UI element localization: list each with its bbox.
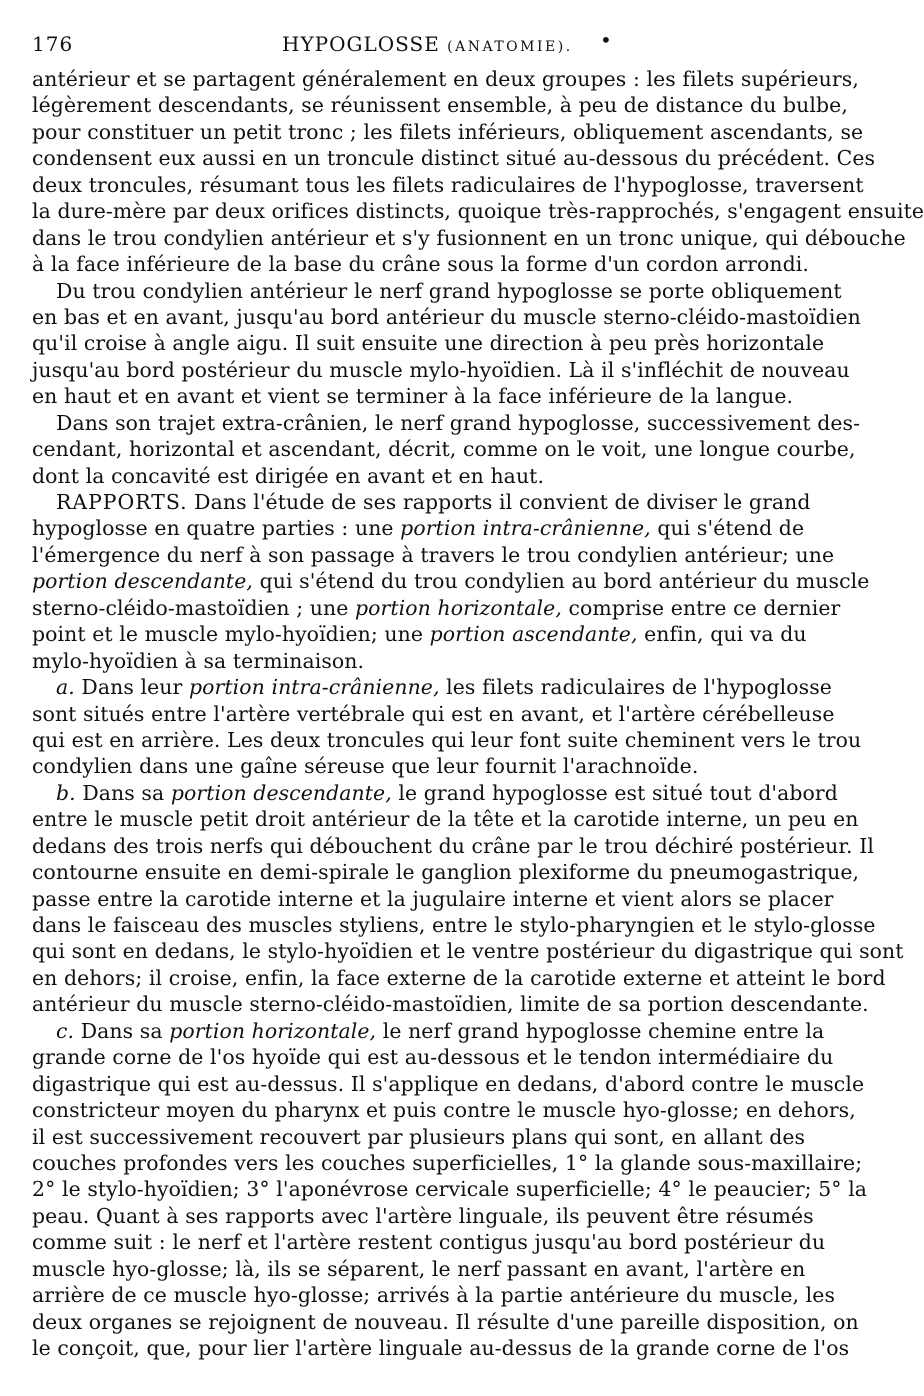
text-line	[32, 304, 861, 330]
text-segment: les filets radiculaires de l'hypoglosse	[439, 675, 832, 700]
page-number: 176	[32, 32, 74, 56]
text-segment: dans le faisceau des muscles styliens, entre le stylo-pharyngien et le stylo-glosse	[32, 913, 876, 937]
text-line	[32, 621, 807, 647]
text-line	[32, 251, 809, 277]
text-line	[32, 938, 904, 964]
text-segment: jusqu'au bord postérieur du muscle mylo-hyoïdien. Là il s'infléchit de nouveau	[32, 357, 850, 382]
text-line	[32, 991, 869, 1017]
text-line	[32, 172, 864, 198]
text-line	[32, 383, 794, 409]
text-segment: deux troncules, résumant tous les filets radiculaires de l'hypoglosse, traversent	[32, 172, 864, 197]
text-segment: comprise entre ce dernier	[561, 595, 841, 620]
emphasis-text: portion horizontale,	[169, 1018, 377, 1043]
text-segment: grande corne de l'os hyoïde qui est au-dessous et le tendon intermédiaire du	[32, 1045, 834, 1070]
text-segment: sterno-cléido-mastoïdien ; une	[32, 595, 355, 620]
text-line	[32, 278, 842, 304]
header-mark: •	[600, 28, 613, 52]
text-segment: entre le muscle petit droit antérieur de la tête et la carotide interne, un peu en	[32, 807, 859, 832]
emphasis-text: a.	[56, 675, 75, 700]
emphasis-text: portion intra-crânienne,	[188, 675, 440, 700]
text-segment: Dans son trajet extra-crânien, le nerf grand hypoglosse, successivement des-	[56, 410, 861, 435]
text-line	[32, 674, 832, 700]
emphasis-text: portion descendante,	[32, 569, 253, 594]
text-segment: comme suit : le nerf et l'artère restent contigus jusqu'au bord postérieur du	[32, 1230, 826, 1255]
text-line	[32, 1044, 834, 1070]
text-segment: contourne ensuite en demi-spirale le ganglion plexiforme du pneumogastrique,	[32, 860, 860, 885]
text-line	[32, 66, 859, 92]
text-line	[32, 806, 859, 832]
text-segment: 2° le stylo-hyoïdien; 3° l'aponévrose cervicale superficielle; 4° le peaucier; 5° la	[32, 1177, 868, 1202]
text-segment: antérieur et se partagent généralement en deux groupes : les filets supérieurs,	[32, 67, 859, 91]
text-segment: Dans l'étude de ses rapports il convient de diviser le grand	[187, 490, 811, 514]
text-segment: qu'il croise à angle aigu. Il suit ensuite une direction à peu près horizontale	[32, 331, 825, 356]
text-line	[32, 1256, 806, 1282]
text-line	[32, 780, 838, 806]
emphasis-text: b.	[56, 780, 76, 805]
text-line	[32, 568, 870, 594]
text-line	[32, 1203, 814, 1229]
text-line	[32, 119, 864, 145]
text-segment: cendant, horizontal et ascendant, décrit, comme on le voit, une longue courbe,	[32, 437, 856, 462]
text-segment: deux organes se rejoignent de nouveau. Il résulte d'une pareille disposition, on	[32, 1309, 859, 1334]
text-line	[32, 515, 805, 541]
emphasis-text: portion ascendante,	[429, 622, 638, 647]
text-line	[32, 727, 862, 753]
text-line	[32, 1229, 826, 1255]
text-line	[32, 357, 850, 383]
text-segment: la dure-mère par deux orifices distincts, quoique très-rapprochés, s'engagent ensuite	[32, 199, 924, 224]
text-segment: passe entre la carotide interne et la jugulaire interne et vient alors se placer	[32, 886, 834, 911]
emphasis-text: c.	[56, 1018, 75, 1043]
text-segment: pour constituer un petit tronc ; les filets inférieurs, obliquement ascendants, se	[32, 119, 864, 144]
text-segment: constricteur moyen du pharynx et puis contre le muscle hyo-glosse; en dehors,	[32, 1098, 856, 1123]
text-line	[32, 886, 834, 912]
text-segment: en dehors; il croise, enfin, la face externe de la carotide externe et atteint le bord	[32, 965, 886, 990]
text-line	[32, 145, 876, 171]
text-line	[32, 965, 886, 991]
text-segment: point et le muscle mylo-hyoïdien; une	[32, 622, 430, 647]
text-line	[32, 833, 874, 859]
text-segment: Dans sa	[75, 780, 171, 805]
text-segment: qui s'étend de	[650, 516, 805, 541]
text-segment: Dans leur	[74, 675, 189, 700]
text-segment: qui s'étend du trou condylien au bord antérieur du muscle	[252, 569, 870, 594]
emphasis-text: portion descendante,	[170, 780, 392, 805]
text-segment: digastrique qui est au-dessus. Il s'applique en dedans, d'abord contre le muscle	[32, 1071, 865, 1096]
text-segment: condylien dans une gaîne séreuse que leur fournit l'arachnoïde.	[32, 754, 699, 779]
text-segment: le nerf grand hypoglosse chemine entre la	[376, 1018, 825, 1043]
running-title-sub: (ANATOMIE).	[447, 39, 573, 55]
text-line	[32, 330, 825, 356]
text-line	[32, 198, 924, 224]
text-line	[32, 648, 766, 674]
text-segment: l'émergence du nerf à son passage à travers le trou condylien antérieur; une	[32, 542, 835, 567]
text-line	[32, 1309, 859, 1335]
text-line	[32, 1282, 836, 1308]
text-segment: dont la concavité est dirigée en avant et en haut.	[32, 463, 545, 488]
running-title	[282, 32, 573, 56]
text-line	[32, 92, 848, 118]
text-line	[32, 753, 766, 779]
text-segment: qui est en arrière. Les deux troncules qui leur font suite cheminent vers le trou	[32, 727, 862, 752]
running-header	[32, 26, 772, 60]
text-segment: le conçoit, que, pour lier l'artère linguale au-dessus de la grande corne de l'os	[32, 1336, 850, 1360]
text-segment: enfin, qui va du	[637, 622, 807, 647]
text-line	[32, 489, 811, 515]
text-segment: légèrement descendants, se réunissent ensemble, à peu de distance du bulbe,	[32, 93, 848, 118]
text-segment: hypoglosse en quatre parties : une	[32, 516, 401, 541]
text-segment: qui sont en dedans, le stylo-hyoïdien et le ventre postérieur du digastrique qui sont	[32, 939, 904, 964]
text-line	[32, 225, 906, 251]
text-line	[32, 912, 876, 938]
text-line	[32, 1124, 806, 1150]
running-title-main: HYPOGLOSSE	[282, 32, 440, 56]
text-line	[32, 1097, 856, 1123]
section-label: RAPPORTS.	[56, 490, 188, 514]
text-line	[32, 1071, 865, 1097]
text-segment: arrière de ce muscle hyo-glosse; arrivés à la partie antérieure du muscle, les	[32, 1283, 836, 1308]
text-line	[32, 701, 835, 727]
text-line	[32, 1018, 825, 1044]
text-line	[32, 436, 856, 462]
text-segment: dedans des trois nerfs qui débouchent du crâne par le trou déchiré postérieur. Il	[32, 833, 874, 858]
text-line	[32, 542, 835, 568]
emphasis-text: portion horizontale,	[355, 595, 562, 620]
text-line	[32, 1335, 850, 1361]
text-segment: condensent eux aussi en un troncule distinct situé au-dessous du précédent. Ces	[32, 146, 876, 171]
text-segment: antérieur du muscle sterno-cléido-mastoïdien, limite de sa portion descendante.	[32, 992, 869, 1017]
text-segment: couches profondes vers les couches superficielles, 1° la glande sous-maxillaire;	[32, 1150, 863, 1175]
body-text	[32, 66, 924, 1361]
text-segment: sont situés entre l'artère vertébrale qui est en avant, et l'artère cérébelleuse	[32, 701, 835, 726]
text-segment: en bas et en avant, jusqu'au bord antérieur du muscle sterno-cléido-mastoïdien	[32, 304, 861, 329]
text-segment: dans le trou condylien antérieur et s'y fusionnent en un tronc unique, qui débouche	[32, 225, 906, 250]
text-line	[32, 595, 841, 621]
text-segment: le grand hypoglosse est situé tout d'abord	[391, 780, 838, 805]
text-line	[32, 410, 861, 436]
text-line	[32, 463, 766, 489]
text-segment: Dans sa	[74, 1018, 170, 1043]
text-segment: il est successivement recouvert par plusieurs plans qui sont, en allant des	[32, 1124, 806, 1149]
text-segment: Du trou condylien antérieur le nerf grand hypoglosse se porte obliquement	[56, 278, 842, 303]
text-line	[32, 1176, 868, 1202]
emphasis-text: portion intra-crânienne,	[400, 516, 651, 541]
text-segment: peau. Quant à ses rapports avec l'artère linguale, ils peuvent être résumés	[32, 1203, 814, 1228]
text-segment: muscle hyo-glosse; là, ils se séparent, le nerf passant en avant, l'artère en	[32, 1256, 806, 1281]
text-segment: en haut et en avant et vient se terminer à la face inférieure de la langue.	[32, 384, 794, 409]
text-segment: mylo-hyoïdien à sa terminaison.	[32, 648, 365, 673]
text-line	[32, 1150, 863, 1176]
text-segment: à la face inférieure de la base du crâne sous la forme d'un cordon arrondi.	[32, 252, 809, 277]
text-line	[32, 859, 860, 885]
